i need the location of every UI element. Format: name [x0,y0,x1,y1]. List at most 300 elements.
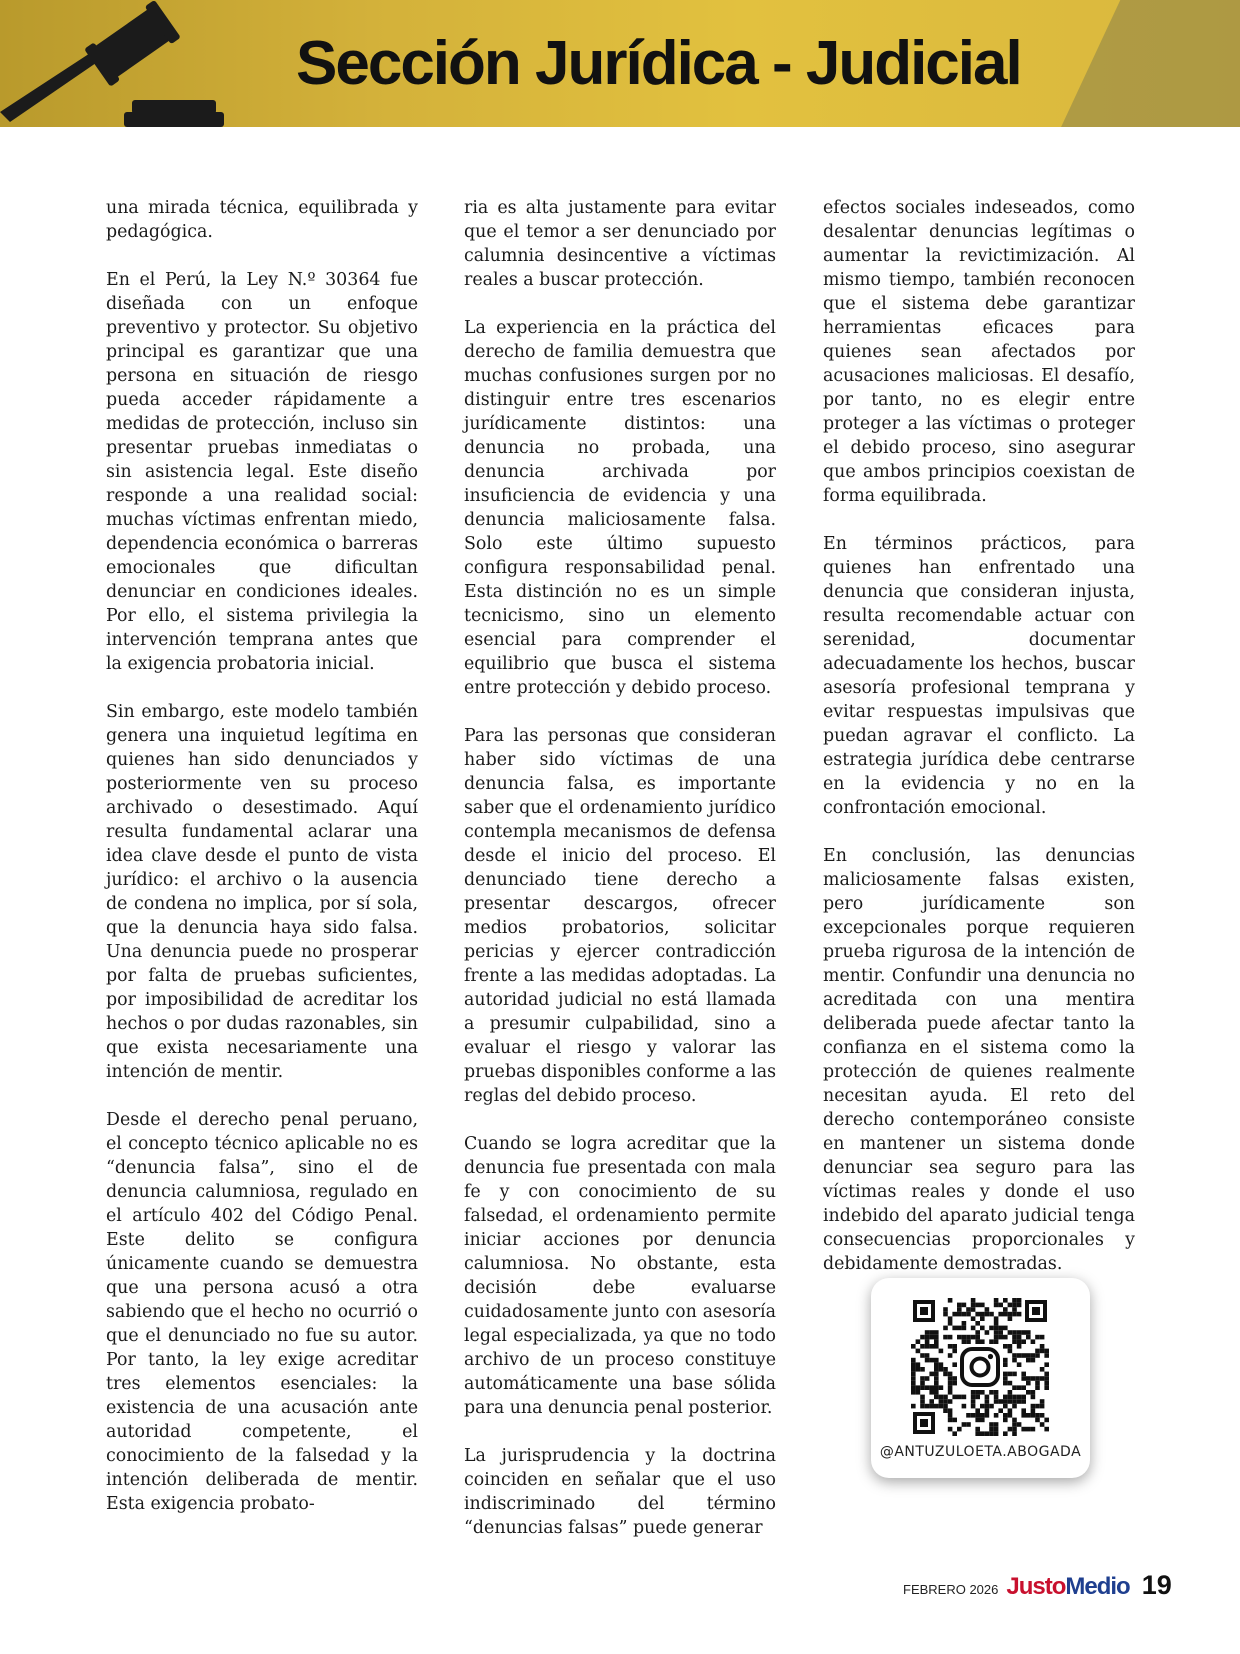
qr-module [1026,1330,1031,1335]
qr-module [929,1358,934,1363]
qr-module [962,1422,967,1427]
qr-module [1031,1413,1036,1418]
qr-module [934,1344,939,1349]
qr-module [1031,1427,1036,1432]
qr-module [925,1353,930,1358]
qr-module [1003,1362,1008,1367]
qr-module [1040,1404,1045,1409]
qr-module [1008,1408,1013,1413]
qr-module [975,1335,980,1340]
qr-module [962,1321,967,1326]
qr-module [994,1395,999,1400]
qr-module [925,1376,930,1381]
qr-module [948,1376,953,1381]
qr-module [1017,1395,1022,1400]
qr-module [975,1312,980,1317]
qr-module [920,1353,925,1358]
qr-module [911,1376,916,1381]
qr-module [943,1399,948,1404]
qr-module [975,1321,980,1326]
qr-module [934,1358,939,1363]
qr-module [975,1303,980,1308]
qr-module [1003,1413,1008,1418]
qr-module [966,1422,971,1427]
qr-module [911,1358,916,1363]
qr-module [911,1344,916,1349]
qr-module [1040,1335,1045,1340]
qr-module [948,1353,953,1358]
qr-module [1012,1431,1017,1436]
qr-module [1026,1376,1031,1381]
qr-module [1017,1353,1022,1358]
paragraph: En términos prácticos, para quienes han enfrentado una denuncia que consideran injusta, resulta recomendable actuar con serenidad, documentar adecuadamente los hechos, buscar asesoría profesional temprana y evitar respuestas impulsivas que puedan agravar el conflicto. La estrategia jurídica debe centrarse en la evidencia y no en la confrontación emocional. [823,534,1135,818]
qr-module [1012,1399,1017,1404]
qr-module [985,1408,990,1413]
page-footer [903,1570,1172,1600]
section-header [0,0,1240,127]
qr-module [985,1413,990,1418]
instagram-qr-card[interactable] [871,1278,1090,1478]
qr-module [1003,1326,1008,1331]
qr-module [1017,1312,1022,1317]
qr-module [1012,1372,1017,1377]
qr-module [911,1367,916,1372]
qr-module [952,1344,957,1349]
qr-module [943,1395,948,1400]
qr-module [994,1413,999,1418]
qr-module [1021,1395,1026,1400]
qr-module [994,1431,999,1436]
qr-module [934,1330,939,1335]
qr-module [916,1339,921,1344]
qr-module [1040,1367,1045,1372]
qr-module [1017,1298,1022,1303]
qr-module [1008,1372,1013,1377]
qr-module [1021,1330,1026,1335]
qr-module [1040,1413,1045,1418]
qr-module [1044,1427,1049,1432]
qr-module [1044,1418,1049,1423]
qr-module [1008,1427,1013,1432]
page-number: 19 [1141,1570,1172,1600]
qr-module [939,1367,944,1372]
qr-module [952,1418,957,1423]
qr-module [998,1408,1003,1413]
qr-module [962,1326,967,1331]
qr-module [971,1390,976,1395]
qr-module [948,1385,953,1390]
qr-module [1003,1399,1008,1404]
qr-module [1003,1395,1008,1400]
qr-module [975,1418,980,1423]
qr-module [1003,1344,1008,1349]
paragraph: Para las personas que consideran haber sido víctimas de una denuncia falsa, es importante saber que el ordenamiento jurídico contempla mecanismos de defensa desde el inicio del proceso. El denunciado tiene derecho a presentar descargos, ofrecer medios probatorios, solicitar pericias y ejercer contradicción frente a las medidas adoptadas. La autoridad judicial no está llamada a presumir culpabilidad, sino a evaluar el riesgo y valorar las pruebas disponibles conforme a las reglas del debido proceso. [464,726,777,1106]
qr-module [985,1330,990,1335]
qr-module [911,1372,916,1377]
qr-module [1040,1399,1045,1404]
paragraph: efectos sociales indeseados, como desalentar denuncias legítimas o aumentar la revictimización. Al mismo tiempo, también reconocen que el sistema debe garantizar herramientas eficaces para quienes sean afectados por acusaciones maliciosas. El desafío, por tanto, no es elegir entre proteger a las víctimas o proteger el debido proceso, sino asegurar que ambos principios coexistan de forma equilibrada. [823,198,1135,506]
qr-module [929,1344,934,1349]
qr-module [948,1344,953,1349]
qr-module [1012,1298,1017,1303]
qr-module [1008,1344,1013,1349]
qr-module [925,1358,930,1363]
qr-module [989,1427,994,1432]
qr-module [925,1404,930,1409]
qr-module [1044,1385,1049,1390]
qr-module [980,1390,985,1395]
qr-module [1012,1353,1017,1358]
qr-module [971,1303,976,1308]
qr-module [1021,1385,1026,1390]
qr-module [1035,1385,1040,1390]
qr-module [952,1326,957,1331]
qr-module [957,1303,962,1308]
qr-module [1040,1422,1045,1427]
qr-module [934,1376,939,1381]
qr-module [1012,1418,1017,1423]
qr-module [1012,1335,1017,1340]
qr-module [994,1330,999,1335]
qr-module [1003,1358,1008,1363]
qr-module [1012,1303,1017,1308]
qr-module [925,1339,930,1344]
qr-module [1008,1330,1013,1335]
qr-module [920,1385,925,1390]
qr-module [1026,1381,1031,1386]
qr-module [1021,1372,1026,1377]
qr-module [934,1339,939,1344]
qr-module [934,1362,939,1367]
qr-module [1008,1395,1013,1400]
qr-module [1008,1316,1013,1321]
qr-module [1044,1353,1049,1358]
article-column-3 [823,196,1135,1300]
qr-module [934,1395,939,1400]
qr-module [1003,1372,1008,1377]
qr-module [985,1395,990,1400]
qr-module [998,1335,1003,1340]
logo-part-medio: Medio [1065,1573,1130,1600]
qr-module [957,1335,962,1340]
qr-module [952,1349,957,1354]
qr-module [1035,1335,1040,1340]
qr-module [1003,1376,1008,1381]
qr-module [929,1385,934,1390]
qr-module [934,1372,939,1377]
qr-module [948,1381,953,1386]
qr-module [943,1307,948,1312]
qr-module [920,1344,925,1349]
qr-module [994,1399,999,1404]
qr-module [1003,1307,1008,1312]
qr-module [1008,1349,1013,1354]
qr-module [1008,1399,1013,1404]
qr-module [962,1303,967,1308]
qr-module [1031,1376,1036,1381]
qr-module [975,1408,980,1413]
qr-module [920,1395,925,1400]
qr-module [1012,1385,1017,1390]
qr-module [975,1390,980,1395]
qr-module [1017,1339,1022,1344]
qr-module [975,1413,980,1418]
qr-module [975,1427,980,1432]
paragraph: Cuando se logra acreditar que la denuncia fue presentada con mala fe y con conocimiento de su falsedad, el ordenamiento permite iniciar acciones por denuncia calumniosa. No obstante, esta decisión debe evaluarse cuidadosamente junto con asesoría legal especializada, ya que no todo archivo de un proceso constituye automáticamente una base sólida para una denuncia penal posterior. [464,1134,776,1418]
paragraph: La experiencia en la práctica del derecho de familia demuestra que muchas confusiones surgen por no distinguir entre tres escenarios jurídicamente distintos: una denuncia no probada, una denuncia archivada por insuficiencia de evidencia y una denuncia maliciosamente falsa. Solo este último supuesto configura responsabilidad penal. Esta distinción no es un simple tecnicismo, sino un elemento esencial para comprender el equilibrio que busca el sistema entre protección y debido proceso. [464,318,776,698]
logo-part-justo: Justo [1006,1573,1066,1600]
qr-module [994,1321,999,1326]
qr-module [980,1312,985,1317]
qr-module [1008,1413,1013,1418]
qr-module [1017,1362,1022,1367]
paragraph: En el Perú, la Ley N.º 30364 fue diseñada con un enfoque preventivo y protector. Su objetivo principal es garantizar que una persona en situación de riesgo pueda acceder rápidamente a medidas de protección, incluso sin presentar pruebas inmediatas o sin asistencia legal. Este diseño responde a una realidad social: muchas víctimas enfrentan miedo, dependencia económica o barreras emocionales que dificultan denunciar en condiciones ideales. Por ello, el sistema privilegia la intervención temprana antes que la exigencia probatoria inicial. [106,270,418,674]
qr-module [994,1390,999,1395]
qr-module [925,1344,930,1349]
qr-module [943,1367,948,1372]
qr-module [998,1330,1003,1335]
qr-module [962,1335,967,1340]
qr-module [911,1390,916,1395]
qr-module [1035,1381,1040,1386]
paragraph: una mirada técnica, equilibrada y pedagógica. [106,198,418,242]
qr-module [985,1431,990,1436]
page-title: Sección Jurídica - Judicial [296,29,1021,98]
qr-module [948,1399,953,1404]
qr-module [1012,1339,1017,1344]
qr-module [916,1349,921,1354]
qr-module [911,1381,916,1386]
qr-module [934,1404,939,1409]
qr-module [985,1404,990,1409]
qr-module [1044,1362,1049,1367]
qr-module [957,1307,962,1312]
qr-module [966,1312,971,1317]
qr-module [1008,1390,1013,1395]
qr-module [994,1422,999,1427]
issue-date: FEBRERO 2026 [903,1582,999,1597]
qr-module [998,1312,1003,1317]
qr-module [980,1326,985,1331]
qr-module [1017,1303,1022,1308]
qr-module [975,1431,980,1436]
article-column-1 [106,196,418,1540]
qr-module [1012,1312,1017,1317]
qr-module [929,1390,934,1395]
qr-module [1012,1404,1017,1409]
qr-module [962,1395,967,1400]
qr-module [920,1376,925,1381]
qr-module [1003,1298,1008,1303]
qr-module [929,1399,934,1404]
qr-module [994,1339,999,1344]
qr-module [929,1372,934,1377]
qr-module [925,1385,930,1390]
qr-module [966,1307,971,1312]
qr-module [980,1418,985,1423]
qr-module [1026,1427,1031,1432]
qr-module [1026,1335,1031,1340]
article-column-2 [464,196,776,1564]
paragraph: Sin embargo, este modelo también genera una inquietud legítima en quienes han sido denunciados y posteriormente ven su proceso archivado o desestimado. Aquí resulta fundamental aclarar una idea clave desde el punto de vista jurídico: el archivo o la ausencia de condena no implica, por sí sola, que la denuncia haya sido falsa. Una denuncia puede no prosperar por falta de pruebas suficientes, por imposibilidad de acreditar los hechos o por dudas razonables, sin que exista necesariamente una intención de mentir. [106,702,418,1082]
paragraph: Desde el derecho penal peruano, el concepto técnico aplicable no es “denuncia falsa”, sino el de denuncia calumniosa, regulado en el artículo 402 del Código Penal. Este delito se configura únicamente cuando se demuestra que una persona acusó a otra sabiendo que el hecho no ocurrió o que el denunciado no fue su autor. Por tanto, la ley exige acreditar tres elementos esenciales: la existencia de una acusación ante autoridad competente, el conocimiento de la falsedad y la intención deliberada de mentir. Esta exigencia probato- [106,1110,418,1514]
qr-module [1040,1344,1045,1349]
qr-module [1003,1404,1008,1409]
qr-module [1012,1427,1017,1432]
qr-module [1017,1399,1022,1404]
qr-module [1012,1395,1017,1400]
qr-module [1035,1418,1040,1423]
qr-module [1044,1349,1049,1354]
qr-module [934,1385,939,1390]
qr-module [962,1312,967,1317]
qr-module [989,1312,994,1317]
qr-module [920,1399,925,1404]
qr-module [1021,1427,1026,1432]
qr-module [948,1335,953,1340]
qr-module [1021,1408,1026,1413]
qr-module [939,1404,944,1409]
qr-module [971,1326,976,1331]
qr-module [980,1404,985,1409]
qr-module [952,1376,957,1381]
magazine-logo [1006,1573,1129,1601]
qr-module [939,1395,944,1400]
qr-module [943,1335,948,1340]
qr-module [994,1326,999,1331]
qr-module [1008,1381,1013,1386]
qr-module [975,1395,980,1400]
qr-module [1026,1353,1031,1358]
qr-module [920,1335,925,1340]
qr-module [1017,1335,1022,1340]
qr-module [939,1349,944,1354]
qr-module [1003,1431,1008,1436]
qr-module [952,1381,957,1386]
qr-module [994,1335,999,1340]
qr-module [1012,1330,1017,1335]
qr-module [971,1413,976,1418]
qr-module [1003,1381,1008,1386]
qr-module [980,1339,985,1344]
qr-module [1012,1307,1017,1312]
qr-module [971,1335,976,1340]
qr-module [971,1404,976,1409]
qr-module [952,1362,957,1367]
qr-module [966,1339,971,1344]
qr-module [994,1316,999,1321]
qr-module [934,1390,939,1395]
qr-module [989,1422,994,1427]
qr-module [916,1362,921,1367]
qr-module [948,1427,953,1432]
qr-module [929,1404,934,1409]
qr-module [989,1326,994,1331]
qr-module [1031,1404,1036,1409]
qr-module [1021,1413,1026,1418]
paragraph: En conclusión, las denuncias maliciosamente falsas existen, pero jurídicamente son excepcionales porque requieren prueba rigurosa de la intención de mentir. Confundir una denuncia no acreditada con una mentira deliberada puede afectar tanto la confianza en el sistema como la protección de quienes realmente necesitan ayuda. El reto del derecho contemporáneo consiste en mantener un sistema donde denunciar sea seguro para las víctimas reales y donde el uso indebido del aparato judicial tenga consecuencias proporcionales y debidamente demostradas. [823,846,1135,1274]
qr-module [1035,1349,1040,1354]
qr-module [948,1316,953,1321]
qr-module [1003,1335,1008,1340]
qr-module [1035,1376,1040,1381]
qr-code[interactable] [911,1298,1049,1436]
qr-module [934,1367,939,1372]
qr-module [975,1339,980,1344]
qr-module [957,1427,962,1432]
qr-module [971,1399,976,1404]
qr-module [920,1367,925,1372]
qr-module [916,1367,921,1372]
qr-module [1021,1353,1026,1358]
qr-module [966,1335,971,1340]
qr-module [934,1381,939,1386]
qr-module [1044,1376,1049,1381]
qr-module [943,1404,948,1409]
qr-module [948,1418,953,1423]
qr-module [971,1307,976,1312]
qr-module [1021,1339,1026,1344]
qr-module [943,1312,948,1317]
qr-module [916,1385,921,1390]
qr-module [1003,1312,1008,1317]
qr-module [925,1330,930,1335]
qr-module [957,1395,962,1400]
qr-module [948,1390,953,1395]
qr-module [971,1395,976,1400]
qr-module [1021,1376,1026,1381]
qr-module [911,1385,916,1390]
qr-module [920,1381,925,1386]
qr-module [1035,1404,1040,1409]
qr-module [994,1298,999,1303]
paragraph: La jurisprudencia y la doctrina coinciden en señalar que el uso indiscriminado del término “denuncias falsas” puede generar [464,1446,776,1538]
qr-module [1017,1344,1022,1349]
qr-module [1031,1353,1036,1358]
qr-module [948,1372,953,1377]
qr-module [957,1326,962,1331]
qr-module [948,1413,953,1418]
qr-module [911,1362,916,1367]
qr-module [962,1339,967,1344]
qr-module [985,1307,990,1312]
gavel-icon [0,0,230,127]
qr-module [966,1413,971,1418]
qr-module [985,1312,990,1317]
qr-module [920,1404,925,1409]
qr-module [1040,1376,1045,1381]
qr-module [1017,1330,1022,1335]
qr-module [929,1330,934,1335]
qr-module [1017,1385,1022,1390]
qr-module [980,1303,985,1308]
qr-module [1021,1399,1026,1404]
qr-module [998,1399,1003,1404]
qr-module [989,1339,994,1344]
qr-module [1026,1390,1031,1395]
qr-module [934,1335,939,1340]
qr-module [939,1362,944,1367]
qr-module [998,1303,1003,1308]
qr-module [998,1326,1003,1331]
qr-module [1008,1312,1013,1317]
qr-module [952,1431,957,1436]
qr-module [980,1316,985,1321]
qr-module [989,1390,994,1395]
instagram-handle: @ANTUZULOETA.ABOGADA [879,1444,1082,1460]
qr-module [1003,1418,1008,1423]
qr-module [1017,1422,1022,1427]
